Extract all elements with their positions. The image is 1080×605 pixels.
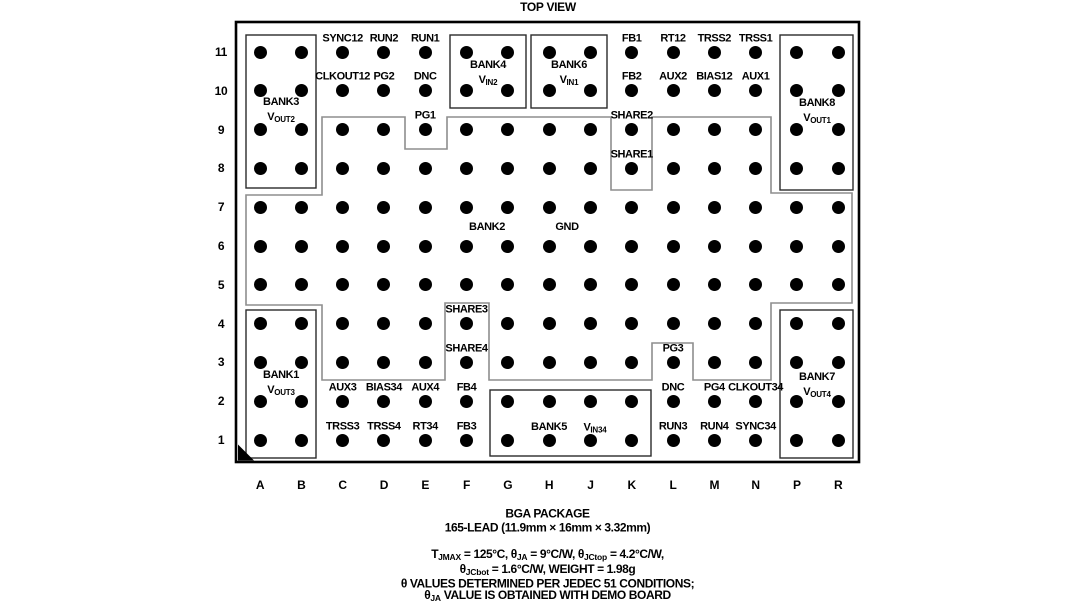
pin-label-K8: SHARE1: [610, 148, 653, 161]
col-label-F: F: [462, 478, 471, 492]
gnd-region-label: GND: [555, 221, 579, 233]
col-label-J: J: [587, 478, 594, 492]
ball-A11: [254, 46, 267, 59]
ball-M4: [708, 317, 721, 330]
ball-E10: [419, 84, 432, 97]
pin-label-N11: TRSS1: [738, 32, 773, 44]
pin-label-E9: PG1: [414, 109, 436, 122]
pin-label-E10: DNC: [413, 70, 437, 83]
ball-H1: [543, 434, 556, 447]
ball-M7: [708, 201, 721, 214]
package-name: BGA PACKAGE: [505, 506, 590, 521]
row-label-5: 5: [217, 277, 225, 292]
ball-D1: [377, 434, 390, 447]
ball-C11: [336, 46, 349, 59]
ball-L4: [667, 317, 680, 330]
ball-F11: [460, 46, 473, 59]
row-label-2: 2: [217, 394, 225, 409]
ball-H2: [543, 395, 556, 408]
ball-H7: [543, 201, 556, 214]
pin-label-L1: RUN3: [658, 420, 688, 432]
ball-N3: [749, 356, 762, 369]
bank7-voltage: $V_{OUT4}$: [803, 385, 831, 399]
ball-H6: [543, 240, 556, 253]
ball-A5: [254, 278, 267, 291]
bank3-voltage: $V_{OUT2}$: [267, 110, 295, 124]
col-label-K: K: [627, 478, 636, 492]
pin-label-D1: TRSS4: [367, 420, 401, 432]
ball-N11: [749, 46, 762, 59]
pin-label-C11: SYNC12: [322, 32, 363, 44]
bank4-voltage: $V_{IN2}$: [478, 73, 498, 87]
ball-H5: [543, 278, 556, 291]
ball-L7: [667, 201, 680, 214]
pin-label-D11: RUN2: [369, 32, 399, 44]
col-label-G: G: [503, 478, 513, 492]
pin-label-M1: RUN4: [700, 420, 729, 432]
pin-label-C1: TRSS3: [325, 420, 360, 432]
bank1-voltage: $V_{OUT3}$: [267, 383, 295, 397]
ball-M2: [708, 395, 721, 408]
ball-P1: [790, 434, 803, 447]
ball-J7: [584, 201, 597, 214]
ball-E7: [419, 201, 432, 214]
ball-G2: [501, 395, 514, 408]
bank6-voltage: $V_{IN1}$: [559, 73, 579, 87]
col-label-M: M: [709, 478, 720, 492]
ball-J4: [584, 317, 597, 330]
ball-H4: [543, 317, 556, 330]
ball-E9: [419, 123, 432, 136]
pin-label-N10: AUX1: [741, 70, 770, 83]
ball-A3: [254, 356, 267, 369]
bank6-name: BANK6: [551, 59, 587, 71]
thermal-note-1: $T_{JMAX} = 125^\circ C$, $\theta_{JA} = 9^\circ C/W$, $\theta_{JCtop} = 4.2^\circ C/W$,: [431, 547, 664, 562]
ball-M3: [708, 356, 721, 369]
bank1-name: BANK1: [263, 369, 299, 381]
ball-C1: [336, 434, 349, 447]
col-label-B: B: [297, 478, 306, 492]
ball-K7: [625, 201, 638, 214]
ball-N8: [749, 162, 762, 175]
ball-J3: [584, 356, 597, 369]
col-label-C: C: [338, 478, 347, 492]
thermal-note-2: $\theta_{JCbot} = 1.6^\circ C/W$, WEIGHT = 1.98g: [459, 562, 636, 577]
ball-L9: [667, 123, 680, 136]
row-label-7: 7: [217, 200, 225, 215]
ball-R5: [832, 278, 845, 291]
ball-A1: [254, 434, 267, 447]
col-label-P: P: [793, 478, 801, 492]
col-label-R: R: [834, 478, 843, 492]
ball-C3: [336, 356, 349, 369]
bank3-label: [263, 95, 299, 127]
col-label-N: N: [751, 478, 760, 492]
ball-E5: [419, 278, 432, 291]
page-title: TOP VIEW: [520, 0, 576, 14]
pin-label-C10: CLKOUT12: [315, 70, 371, 83]
package-dimensions: 165-LEAD (11.9mm × 16mm × 3.32mm): [444, 520, 651, 535]
ball-N6: [749, 240, 762, 253]
ball-B1: [295, 434, 308, 447]
bank6-label: [551, 58, 587, 90]
ball-L8: [667, 162, 680, 175]
ball-C7: [336, 201, 349, 214]
ball-H3: [543, 356, 556, 369]
row-label-8: 8: [217, 161, 225, 176]
ball-E1: [419, 434, 432, 447]
col-label-A: A: [255, 478, 265, 492]
ball-J1: [584, 434, 597, 447]
ball-A8: [254, 162, 267, 175]
col-label-E: E: [421, 478, 430, 492]
ball-B8: [295, 162, 308, 175]
ball-A4: [254, 317, 267, 330]
ball-D6: [377, 240, 390, 253]
pin-label-K10: FB2: [621, 70, 642, 83]
ball-J6: [584, 240, 597, 253]
ball-E11: [419, 46, 432, 59]
ball-M1: [708, 434, 721, 447]
ball-R3: [832, 356, 845, 369]
ball-B4: [295, 317, 308, 330]
bank3-name: BANK3: [263, 96, 299, 108]
ball-K3: [625, 356, 638, 369]
ball-F7: [460, 201, 473, 214]
ball-G11: [501, 46, 514, 59]
ball-L3: [667, 356, 680, 369]
bank5-voltage-label: $V_{IN34}$: [583, 421, 607, 435]
bank1-label: [263, 368, 299, 400]
pin-label-F1: FB3: [456, 420, 477, 432]
pin-label-M10: BIAS12: [696, 70, 733, 83]
ball-E2: [419, 395, 432, 408]
ball-L6: [667, 240, 680, 253]
pin-label-E2: AUX4: [411, 381, 440, 394]
ball-M11: [708, 46, 721, 59]
row-label-4: 4: [217, 316, 225, 331]
row-label-3: 3: [217, 355, 225, 370]
pin-label-K9: SHARE2: [610, 109, 653, 122]
col-label-L: L: [669, 478, 677, 492]
pin-label-L3: PG3: [662, 342, 684, 355]
ball-R11: [832, 46, 845, 59]
ball-B6: [295, 240, 308, 253]
ball-D11: [377, 46, 390, 59]
ball-B3: [295, 356, 308, 369]
ball-C8: [336, 162, 349, 175]
bank8-label: [799, 96, 835, 128]
ball-R1: [832, 434, 845, 447]
ball-J11: [584, 46, 597, 59]
ball-K8: [625, 162, 638, 175]
ball-F3: [460, 356, 473, 369]
pin-label-D2: BIAS34: [365, 381, 402, 394]
ball-F8: [460, 162, 473, 175]
ball-B11: [295, 46, 308, 59]
pin-label-M11: TRSS2: [697, 32, 732, 44]
bank8-voltage: $V_{OUT1}$: [803, 111, 831, 125]
ball-N7: [749, 201, 762, 214]
bank4-label: [470, 58, 506, 90]
ball-E6: [419, 240, 432, 253]
pin-label-D10: PG2: [373, 70, 395, 83]
ball-N1: [749, 434, 762, 447]
ball-R4: [832, 317, 845, 330]
pin-label-F2: FB4: [456, 381, 477, 394]
ball-G1: [501, 434, 514, 447]
ball-J8: [584, 162, 597, 175]
pin-label-N1: SYNC34: [735, 420, 776, 432]
bank7-label: [799, 370, 835, 402]
row-label-6: 6: [217, 239, 225, 253]
ball-M6: [708, 240, 721, 253]
pin-label-C2: AUX3: [328, 381, 357, 394]
row-label-1: 1: [217, 433, 225, 447]
bank8-name: BANK8: [799, 97, 835, 109]
pin-label-E11: RUN1: [411, 32, 440, 44]
pin-label-L11: RT12: [660, 32, 686, 44]
row-label-9: 9: [217, 122, 225, 137]
ball-P6: [790, 240, 803, 253]
bank4-name: BANK4: [470, 59, 506, 71]
ball-L2: [667, 395, 680, 408]
ball-R6: [832, 240, 845, 253]
ball-F6: [460, 240, 473, 253]
ball-G6: [501, 240, 514, 253]
ball-L10: [667, 84, 680, 97]
ball-K1: [625, 434, 638, 447]
ball-K2: [625, 395, 638, 408]
pin-label-K11: FB1: [621, 32, 642, 44]
bank2-region-label: BANK2: [469, 221, 505, 233]
ball-K11: [625, 46, 638, 59]
ball-H11: [543, 46, 556, 59]
row-label-11: 11: [214, 45, 228, 59]
bank7-name: BANK7: [799, 371, 835, 383]
ball-P11: [790, 46, 803, 59]
pin-label-E1: RT34: [412, 420, 438, 432]
thermal-note-3: θ VALUES DETERMINED PER JEDEC 51 CONDITIONS;: [400, 576, 695, 591]
col-label-D: D: [379, 478, 389, 492]
ball-F2: [460, 395, 473, 408]
pin-label-M2: PG4: [703, 381, 725, 394]
ball-E8: [419, 162, 432, 175]
col-label-H: H: [544, 478, 554, 492]
ball-H8: [543, 162, 556, 175]
ball-M9: [708, 123, 721, 136]
ball-C6: [336, 240, 349, 253]
ball-F9: [460, 123, 473, 136]
pin-label-L10: AUX2: [659, 70, 687, 83]
ball-L1: [667, 434, 680, 447]
pin-label-L2: DNC: [661, 381, 685, 394]
ball-J2: [584, 395, 597, 408]
ball-E4: [419, 317, 432, 330]
ball-N2: [749, 395, 762, 408]
ball-R7: [832, 201, 845, 214]
ball-M8: [708, 162, 721, 175]
ball-A6: [254, 240, 267, 253]
ball-E3: [419, 356, 432, 369]
ball-L5: [667, 278, 680, 291]
bank5-name-label: BANK5: [531, 421, 567, 433]
ball-K6: [625, 240, 638, 253]
ball-H9: [543, 123, 556, 136]
pin-label-N2: CLKOUT34: [728, 381, 784, 394]
pin-label-F4: SHARE3: [445, 303, 488, 316]
ball-B7: [295, 201, 308, 214]
row-label-10: 10: [214, 83, 228, 98]
ball-C2: [336, 395, 349, 408]
thermal-note-4: $\theta_{JA}$ VALUE IS OBTAINED WITH DEMO BOARD: [424, 588, 671, 603]
ball-J9: [584, 123, 597, 136]
ball-L11: [667, 46, 680, 59]
ball-F4: [460, 317, 473, 330]
ball-A7: [254, 201, 267, 214]
ball-F1: [460, 434, 473, 447]
pin-label-F3: SHARE4: [445, 342, 488, 355]
ball-G7: [501, 201, 514, 214]
ball-R8: [832, 162, 845, 175]
